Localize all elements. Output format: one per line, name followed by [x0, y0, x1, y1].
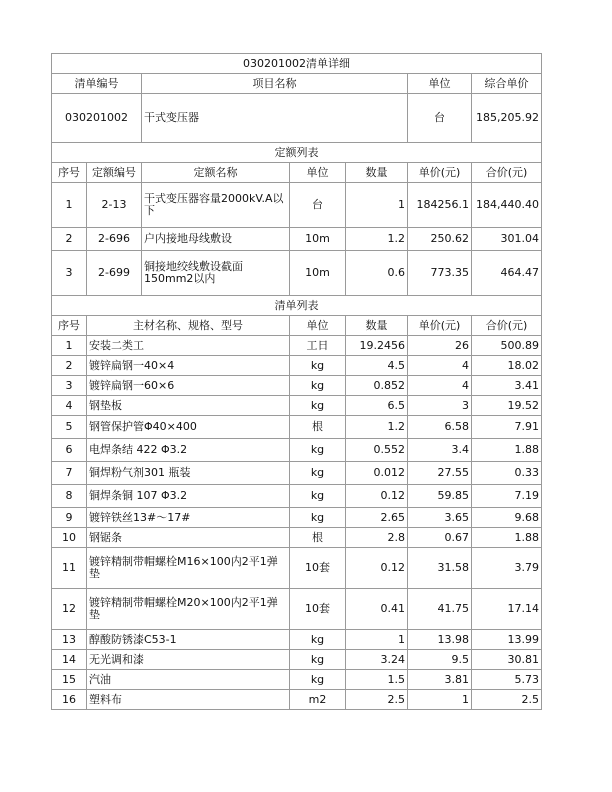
- material-unit: m2: [290, 690, 346, 710]
- summary-header-unit: 单位: [408, 74, 472, 94]
- material-name: 汽油: [87, 670, 290, 690]
- material-total: 18.02: [472, 356, 542, 376]
- quota-code: 2-696: [87, 228, 142, 251]
- material-qty: 3.24: [346, 650, 408, 670]
- quota-price: 184256.1: [408, 183, 472, 228]
- material-price: 4: [408, 356, 472, 376]
- material-total: 0.33: [472, 462, 542, 485]
- summary-price: 185,205.92: [472, 94, 542, 143]
- material-qty: 0.12: [346, 485, 408, 508]
- material-price: 41.75: [408, 589, 472, 630]
- quota-header-qty: 数量: [346, 163, 408, 183]
- materials-header-name: 主材名称、规格、型号: [87, 316, 290, 336]
- materials-section-title: 清单列表: [52, 296, 542, 316]
- material-unit: kg: [290, 462, 346, 485]
- quota-price: 773.35: [408, 251, 472, 296]
- summary-header-name: 项目名称: [142, 74, 408, 94]
- material-row: [52, 528, 542, 548]
- quota-name: 户内接地母线敷设: [142, 228, 290, 251]
- material-total: 13.99: [472, 630, 542, 650]
- material-qty: 0.552: [346, 439, 408, 462]
- material-unit: kg: [290, 670, 346, 690]
- material-row: [52, 589, 542, 630]
- material-no: 12: [52, 589, 87, 630]
- materials-header-no: 序号: [52, 316, 87, 336]
- material-name: 钢垫板: [87, 396, 290, 416]
- quota-unit: 10m: [290, 228, 346, 251]
- quota-name: 铜接地绞线敷设截面150mm2以内: [142, 251, 290, 296]
- material-price: 3.4: [408, 439, 472, 462]
- summary-header-price: 综合单价: [472, 74, 542, 94]
- material-total: 19.52: [472, 396, 542, 416]
- material-no: 1: [52, 336, 87, 356]
- material-unit: kg: [290, 376, 346, 396]
- quota-name: 干式变压器容量2000kV.A以下: [142, 183, 290, 228]
- material-price: 6.58: [408, 416, 472, 439]
- material-no: 3: [52, 376, 87, 396]
- quota-header-name: 定额名称: [142, 163, 290, 183]
- material-unit: 根: [290, 416, 346, 439]
- material-unit: 10套: [290, 589, 346, 630]
- material-qty: 1: [346, 630, 408, 650]
- material-total: 2.5: [472, 690, 542, 710]
- quota-code: 2-699: [87, 251, 142, 296]
- material-name: 镀锌扁钢一40×4: [87, 356, 290, 376]
- material-no: 5: [52, 416, 87, 439]
- material-price: 9.5: [408, 650, 472, 670]
- quota-header-total: 合价(元): [472, 163, 542, 183]
- material-total: 17.14: [472, 589, 542, 630]
- material-no: 15: [52, 670, 87, 690]
- material-price: 3.81: [408, 670, 472, 690]
- material-no: 14: [52, 650, 87, 670]
- material-name: 醇酸防锈漆C53-1: [87, 630, 290, 650]
- material-name: 镀锌铁丝13#～17#: [87, 508, 290, 528]
- material-price: 13.98: [408, 630, 472, 650]
- material-unit: kg: [290, 485, 346, 508]
- material-no: 2: [52, 356, 87, 376]
- material-unit: kg: [290, 396, 346, 416]
- materials-header-qty: 数量: [346, 316, 408, 336]
- quota-code: 2-13: [87, 183, 142, 228]
- quota-unit: 10m: [290, 251, 346, 296]
- material-no: 10: [52, 528, 87, 548]
- material-price: 59.85: [408, 485, 472, 508]
- material-no: 6: [52, 439, 87, 462]
- quota-header-no: 序号: [52, 163, 87, 183]
- material-price: 26: [408, 336, 472, 356]
- material-unit: 根: [290, 528, 346, 548]
- material-qty: 19.2456: [346, 336, 408, 356]
- material-price: 3.65: [408, 508, 472, 528]
- quota-qty: 0.6: [346, 251, 408, 296]
- summary-unit: 台: [408, 94, 472, 143]
- material-name: 镀锌精制带帽螺栓M16×100内2平1弹垫: [87, 548, 290, 589]
- bill-detail-table: [51, 53, 542, 710]
- material-row: [52, 416, 542, 439]
- material-total: 3.41: [472, 376, 542, 396]
- material-row: [52, 439, 542, 462]
- quota-total: 301.04: [472, 228, 542, 251]
- material-unit: kg: [290, 508, 346, 528]
- material-name: 安装二类工: [87, 336, 290, 356]
- material-name: 铜焊粉气剂301 瓶装: [87, 462, 290, 485]
- table-body: [52, 54, 542, 710]
- summary-name: 干式变压器: [142, 94, 408, 143]
- material-row: [52, 356, 542, 376]
- quota-qty: 1: [346, 183, 408, 228]
- material-qty: 6.5: [346, 396, 408, 416]
- material-name: 塑料布: [87, 690, 290, 710]
- material-total: 9.68: [472, 508, 542, 528]
- material-no: 11: [52, 548, 87, 589]
- material-name: 钢锯条: [87, 528, 290, 548]
- material-qty: 0.852: [346, 376, 408, 396]
- quota-header-unit: 单位: [290, 163, 346, 183]
- material-total: 7.91: [472, 416, 542, 439]
- quota-unit: 台: [290, 183, 346, 228]
- material-name: 铜焊条铜 107 Φ3.2: [87, 485, 290, 508]
- material-unit: kg: [290, 650, 346, 670]
- quota-no: 3: [52, 251, 87, 296]
- materials-header-total: 合价(元): [472, 316, 542, 336]
- material-unit: kg: [290, 356, 346, 376]
- material-no: 8: [52, 485, 87, 508]
- material-unit: kg: [290, 630, 346, 650]
- material-total: 1.88: [472, 528, 542, 548]
- material-price: 27.55: [408, 462, 472, 485]
- quota-qty: 1.2: [346, 228, 408, 251]
- material-row: [52, 670, 542, 690]
- quota-header-code: 定额编号: [87, 163, 142, 183]
- material-qty: 2.8: [346, 528, 408, 548]
- material-qty: 1.5: [346, 670, 408, 690]
- quota-price: 250.62: [408, 228, 472, 251]
- material-total: 30.81: [472, 650, 542, 670]
- material-no: 4: [52, 396, 87, 416]
- material-total: 3.79: [472, 548, 542, 589]
- material-price: 0.67: [408, 528, 472, 548]
- material-qty: 2.65: [346, 508, 408, 528]
- material-row: [52, 508, 542, 528]
- quota-total: 464.47: [472, 251, 542, 296]
- quota-header-price: 单价(元): [408, 163, 472, 183]
- materials-header-row: [52, 316, 542, 336]
- material-row: [52, 396, 542, 416]
- material-total: 7.19: [472, 485, 542, 508]
- material-qty: 4.5: [346, 356, 408, 376]
- quota-total: 184,440.40: [472, 183, 542, 228]
- material-price: 31.58: [408, 548, 472, 589]
- material-row: [52, 336, 542, 356]
- material-total: 500.89: [472, 336, 542, 356]
- summary-header-code: 清单编号: [52, 74, 142, 94]
- material-name: 无光调和漆: [87, 650, 290, 670]
- material-no: 9: [52, 508, 87, 528]
- quota-row: [52, 228, 542, 251]
- material-name: 电焊条结 422 Φ3.2: [87, 439, 290, 462]
- materials-header-price: 单价(元): [408, 316, 472, 336]
- material-name: 镀锌扁钢一60×6: [87, 376, 290, 396]
- page-title: 030201002清单详细: [52, 54, 542, 74]
- material-qty: 0.12: [346, 548, 408, 589]
- material-row: [52, 690, 542, 710]
- material-row: [52, 548, 542, 589]
- material-price: 4: [408, 376, 472, 396]
- summary-code: 030201002: [52, 94, 142, 143]
- material-no: 7: [52, 462, 87, 485]
- material-price: 1: [408, 690, 472, 710]
- material-price: 3: [408, 396, 472, 416]
- material-no: 16: [52, 690, 87, 710]
- material-row: [52, 376, 542, 396]
- quota-section-title: 定额列表: [52, 143, 542, 163]
- material-row: [52, 485, 542, 508]
- material-qty: 2.5: [346, 690, 408, 710]
- quota-no: 1: [52, 183, 87, 228]
- material-name: 镀锌精制带帽螺栓M20×100内2平1弹垫: [87, 589, 290, 630]
- material-unit: kg: [290, 439, 346, 462]
- material-total: 1.88: [472, 439, 542, 462]
- material-qty: 1.2: [346, 416, 408, 439]
- material-qty: 0.012: [346, 462, 408, 485]
- material-total: 5.73: [472, 670, 542, 690]
- material-row: [52, 462, 542, 485]
- materials-header-unit: 单位: [290, 316, 346, 336]
- material-row: [52, 630, 542, 650]
- material-name: 钢管保护管Φ40×400: [87, 416, 290, 439]
- material-qty: 0.41: [346, 589, 408, 630]
- quota-no: 2: [52, 228, 87, 251]
- material-no: 13: [52, 630, 87, 650]
- quota-row: [52, 183, 542, 228]
- quota-header-row: [52, 163, 542, 183]
- quota-row: [52, 251, 542, 296]
- material-row: [52, 650, 542, 670]
- material-unit: 10套: [290, 548, 346, 589]
- material-unit: 工日: [290, 336, 346, 356]
